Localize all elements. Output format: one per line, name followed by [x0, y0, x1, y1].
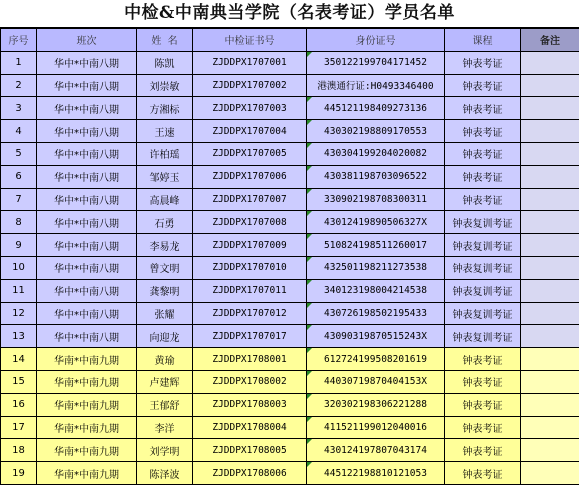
cell-note[interactable] [521, 279, 579, 302]
cell-cert-text: ZJDDPX1708003 [212, 399, 287, 411]
cell-note[interactable] [521, 348, 579, 371]
cell-name-text: 李易龙 [149, 241, 180, 253]
cell-class-text: 华南*中南九期 [54, 355, 119, 367]
cell-id-number-text: 320302198306221288 [324, 399, 427, 411]
cell-cert[interactable] [193, 74, 307, 97]
header-row [1, 29, 579, 52]
cell-seq-text: 15 [12, 376, 25, 388]
cell-course[interactable] [445, 416, 521, 439]
cell-cert[interactable] [193, 120, 307, 143]
cell-cert-text: ZJDDPX1707004 [212, 125, 287, 137]
cell-cert-text: ZJDDPX1707003 [212, 102, 287, 114]
cell-note[interactable] [521, 439, 579, 462]
cell-cert[interactable] [193, 142, 307, 165]
cell-course-text: 钟表考证 [462, 195, 503, 207]
cell-note[interactable] [521, 74, 579, 97]
cell-course-text: 钟表考证 [462, 378, 503, 390]
cell-id-number-text: 430381198703096522 [324, 171, 427, 183]
cell-cert-text: ZJDDPX1707002 [212, 79, 287, 91]
cell-note[interactable] [521, 165, 579, 188]
cell-course-text: 钟表考证 [462, 469, 503, 481]
cell-class[interactable] [37, 120, 137, 143]
cell-class[interactable] [37, 256, 137, 279]
table-row [1, 279, 579, 302]
cell-name[interactable] [137, 97, 193, 120]
cell-seq-text: 6 [15, 171, 22, 183]
table-row [1, 142, 579, 165]
cell-cert-text: ZJDDPX1708002 [212, 376, 287, 388]
cell-course-text: 钟表复训考证 [452, 332, 513, 344]
cell-class[interactable] [37, 142, 137, 165]
cell-seq-text: 7 [15, 193, 22, 205]
cell-note[interactable] [521, 142, 579, 165]
table-row [1, 325, 579, 348]
cell-seq-text: 10 [12, 262, 25, 274]
cell-cert-text: ZJDDPX1707001 [212, 57, 287, 69]
cell-id-number-text: 44030719870404153X [324, 376, 427, 388]
cell-id-number-text: 411521199012040016 [324, 421, 427, 433]
cell-name[interactable] [137, 279, 193, 302]
cell-course-text: 钟表考证 [462, 150, 503, 162]
cell-course-text: 钟表考证 [462, 81, 503, 93]
cell-cert[interactable] [193, 256, 307, 279]
cell-id-number[interactable] [307, 234, 445, 257]
cell-seq[interactable] [1, 74, 37, 97]
cell-id-number-text: 612724199508201619 [324, 353, 427, 365]
cell-class-text: 华中*中南八期 [54, 218, 119, 230]
cell-id-number[interactable] [307, 462, 445, 485]
col-header-seq[interactable]: 序号 [1, 29, 37, 52]
cell-class-text: 华中*中南八期 [54, 332, 119, 344]
cell-id-number[interactable] [307, 211, 445, 234]
cell-note[interactable] [521, 370, 579, 393]
cell-cert-text: ZJDDPX1708004 [212, 421, 287, 433]
cell-seq[interactable] [1, 120, 37, 143]
table-row [1, 462, 579, 485]
cell-class-text: 华中*中南八期 [54, 195, 119, 207]
comment-marker-icon [307, 52, 312, 57]
cell-seq-text: 12 [12, 307, 25, 319]
cell-course[interactable] [445, 439, 521, 462]
cell-cert-text: ZJDDPX1708001 [212, 353, 287, 365]
cell-cert[interactable] [193, 302, 307, 325]
cell-course[interactable] [445, 234, 521, 257]
cell-note[interactable] [521, 416, 579, 439]
cell-name-text: 方湘标 [149, 104, 180, 116]
cell-cert[interactable] [193, 416, 307, 439]
cell-seq[interactable] [1, 348, 37, 371]
comment-marker-icon [307, 325, 312, 330]
cell-id-number-text: 330902198708300311 [324, 193, 427, 205]
cell-name-text: 曾文明 [149, 264, 180, 276]
table-row [1, 256, 579, 279]
cell-id-number-text: 340123198004214538 [324, 285, 427, 297]
cell-seq-text: 11 [12, 285, 25, 297]
cell-seq[interactable] [1, 279, 37, 302]
col-header-id[interactable]: 身份证号 [307, 29, 445, 52]
cell-seq[interactable] [1, 393, 37, 416]
cell-course-text: 钟表复训考证 [452, 218, 513, 230]
cell-cert[interactable] [193, 211, 307, 234]
cell-class[interactable] [37, 348, 137, 371]
cell-class-text: 华中*中南八期 [54, 59, 119, 71]
cell-class[interactable] [37, 188, 137, 211]
cell-name[interactable] [137, 302, 193, 325]
cell-seq[interactable] [1, 97, 37, 120]
table-row [1, 165, 579, 188]
comment-marker-icon [307, 394, 312, 399]
cell-name[interactable] [137, 348, 193, 371]
cell-id-number-text: 510824198511260017 [324, 239, 427, 251]
sheet-title: 中检&中南典当学院（名表考证）学员名单 [0, 0, 579, 28]
cell-note[interactable] [521, 51, 579, 74]
table-row [1, 97, 579, 120]
cell-cert-text: ZJDDPX1707010 [212, 262, 287, 274]
table-row [1, 439, 579, 462]
cell-name-text: 张耀 [154, 309, 175, 321]
cell-seq[interactable] [1, 439, 37, 462]
comment-marker-icon [307, 211, 312, 216]
cell-seq-text: 18 [12, 444, 25, 456]
cell-id-number-text: 445122198810121053 [324, 467, 427, 479]
cell-cert-text: ZJDDPX1707017 [212, 330, 287, 342]
comment-marker-icon [307, 120, 312, 125]
cell-id-number[interactable] [307, 370, 445, 393]
cell-course[interactable] [445, 74, 521, 97]
cell-course[interactable] [445, 462, 521, 485]
cell-course-text: 钟表考证 [462, 446, 503, 458]
cell-class[interactable] [37, 416, 137, 439]
cell-class-text: 华南*中南九期 [54, 401, 119, 413]
cell-course[interactable] [445, 165, 521, 188]
cell-name[interactable] [137, 165, 193, 188]
cell-class-text: 华南*中南九期 [54, 446, 119, 458]
cell-name[interactable] [137, 142, 193, 165]
cell-cert[interactable] [193, 439, 307, 462]
cell-name-text: 王速 [154, 127, 175, 139]
cell-id-number[interactable] [307, 348, 445, 371]
cell-class[interactable] [37, 234, 137, 257]
cell-cert[interactable] [193, 51, 307, 74]
cell-id-number-text: 430124197807043174 [324, 444, 427, 456]
cell-name-text: 许柏瑶 [149, 150, 180, 162]
cell-course[interactable] [445, 142, 521, 165]
comment-marker-icon [307, 143, 312, 148]
cell-id-number[interactable] [307, 256, 445, 279]
cell-course[interactable] [445, 348, 521, 371]
cell-id-number[interactable] [307, 165, 445, 188]
cell-id-number[interactable] [307, 439, 445, 462]
comment-marker-icon [307, 189, 312, 194]
cell-name-text: 高晨峰 [149, 195, 180, 207]
cell-cert[interactable] [193, 325, 307, 348]
cell-name[interactable] [137, 211, 193, 234]
cell-class-text: 华南*中南九期 [54, 469, 119, 481]
cell-name-text: 李洋 [154, 423, 175, 435]
comment-marker-icon [307, 234, 312, 239]
cell-id-number[interactable] [307, 74, 445, 97]
cell-class[interactable] [37, 211, 137, 234]
cell-seq-text: 8 [15, 216, 22, 228]
cell-id-number[interactable] [307, 279, 445, 302]
cell-course-text: 钟表复训考证 [452, 241, 513, 253]
roster-body [1, 51, 579, 484]
cell-name-text: 刘学明 [149, 446, 180, 458]
cell-seq[interactable] [1, 370, 37, 393]
table-row [1, 302, 579, 325]
cell-course[interactable] [445, 393, 521, 416]
cell-note[interactable] [521, 188, 579, 211]
cell-cert-text: ZJDDPX1707012 [212, 307, 287, 319]
cell-course[interactable] [445, 211, 521, 234]
cell-course-text: 钟表复训考证 [452, 309, 513, 321]
cell-name-text: 石勇 [154, 218, 175, 230]
table-row [1, 120, 579, 143]
col-header-course[interactable]: 课程 [445, 29, 521, 52]
cell-name-text: 卢建辉 [149, 378, 180, 390]
cell-class-text: 华中*中南八期 [54, 150, 119, 162]
cell-note[interactable] [521, 302, 579, 325]
cell-id-number-text: 445121198409273136 [324, 102, 427, 114]
cell-seq[interactable] [1, 462, 37, 485]
cell-seq[interactable] [1, 211, 37, 234]
cell-cert[interactable] [193, 188, 307, 211]
cell-note[interactable] [521, 211, 579, 234]
col-header-name[interactable]: 姓 名 [137, 29, 193, 52]
cell-id-number[interactable] [307, 302, 445, 325]
cell-seq[interactable] [1, 302, 37, 325]
cell-class[interactable] [37, 325, 137, 348]
cell-cert-text: ZJDDPX1707007 [212, 193, 287, 205]
cell-cert[interactable] [193, 462, 307, 485]
cell-note[interactable] [521, 120, 579, 143]
cell-cert[interactable] [193, 348, 307, 371]
cell-course-text: 钟表复训考证 [452, 287, 513, 299]
cell-class[interactable] [37, 279, 137, 302]
comment-marker-icon [307, 257, 312, 262]
cell-class-text: 华中*中南八期 [54, 264, 119, 276]
cell-cert-text: ZJDDPX1708005 [212, 444, 287, 456]
cell-cert[interactable] [193, 97, 307, 120]
cell-course[interactable] [445, 256, 521, 279]
cell-cert-text: ZJDDPX1708006 [212, 467, 287, 479]
cell-name[interactable] [137, 370, 193, 393]
cell-class[interactable] [37, 97, 137, 120]
cell-class[interactable] [37, 74, 137, 97]
cell-class[interactable] [37, 51, 137, 74]
cell-id-number[interactable] [307, 97, 445, 120]
comment-marker-icon [307, 303, 312, 308]
cell-cert[interactable] [193, 279, 307, 302]
cell-course[interactable] [445, 188, 521, 211]
cell-class-text: 华中*中南八期 [54, 287, 119, 299]
cell-name[interactable] [137, 439, 193, 462]
cell-id-number[interactable] [307, 142, 445, 165]
cell-cert-text: ZJDDPX1707005 [212, 148, 287, 160]
cell-class-text: 华南*中南九期 [54, 378, 119, 390]
table-row [1, 393, 579, 416]
cell-id-number-text: 港澳通行证:H0493346400 [317, 81, 434, 93]
table-row [1, 51, 579, 74]
cell-id-number[interactable] [307, 393, 445, 416]
cell-class[interactable] [37, 165, 137, 188]
cell-id-number-text: 43090319870515243X [324, 330, 427, 342]
cell-class-text: 华中*中南八期 [54, 309, 119, 321]
cell-name[interactable] [137, 416, 193, 439]
cell-id-number-text: 350122199704171452 [324, 57, 427, 69]
cell-course-text: 钟表考证 [462, 127, 503, 139]
cell-name[interactable] [137, 325, 193, 348]
cell-seq-text: 3 [15, 102, 22, 114]
cell-course[interactable] [445, 120, 521, 143]
cell-class-text: 华中*中南八期 [54, 104, 119, 116]
col-header-class[interactable]: 班次 [37, 29, 137, 52]
cell-seq-text: 5 [15, 148, 22, 160]
comment-marker-icon [307, 371, 312, 376]
cell-course[interactable] [445, 370, 521, 393]
cell-name-text: 陈凯 [154, 59, 175, 71]
cell-cert-text: ZJDDPX1707009 [212, 239, 287, 251]
cell-name-text: 刘崇敏 [149, 81, 180, 93]
cell-seq-text: 14 [12, 353, 25, 365]
cell-course-text: 钟表考证 [462, 423, 503, 435]
cell-cert-text: ZJDDPX1707008 [212, 216, 287, 228]
cell-course-text: 钟表复训考证 [452, 264, 513, 276]
cell-cert[interactable] [193, 393, 307, 416]
cell-id-number[interactable] [307, 416, 445, 439]
cell-seq[interactable] [1, 416, 37, 439]
col-header-cert[interactable]: 中检证书号 [193, 29, 307, 52]
cell-seq[interactable] [1, 165, 37, 188]
cell-cert[interactable] [193, 370, 307, 393]
cell-class-text: 华中*中南八期 [54, 173, 119, 185]
table-row [1, 188, 579, 211]
cell-course[interactable] [445, 279, 521, 302]
cell-seq[interactable] [1, 256, 37, 279]
cell-seq-text: 1 [15, 57, 22, 69]
cell-name-text: 黄瑜 [154, 355, 175, 367]
cell-class[interactable] [37, 302, 137, 325]
cell-course-text: 钟表考证 [462, 104, 503, 116]
cell-cert[interactable] [193, 234, 307, 257]
cell-id-number[interactable] [307, 51, 445, 74]
cell-seq-text: 4 [15, 125, 22, 137]
cell-course[interactable] [445, 302, 521, 325]
cell-id-number-text: 430304199204020082 [324, 148, 427, 160]
cell-course-text: 钟表考证 [462, 355, 503, 367]
cell-course-text: 钟表考证 [462, 173, 503, 185]
table-row [1, 74, 579, 97]
cell-note[interactable] [521, 97, 579, 120]
cell-id-number[interactable] [307, 188, 445, 211]
cell-class-text: 华中*中南八期 [54, 241, 119, 253]
cell-seq[interactable] [1, 51, 37, 74]
cell-id-number-text: 43012419890506327X [324, 216, 427, 228]
cell-name-text: 陈泽波 [149, 469, 180, 481]
cell-name[interactable] [137, 188, 193, 211]
cell-seq-text: 13 [12, 330, 25, 342]
cell-name[interactable] [137, 393, 193, 416]
cell-id-number-text: 432501198211273538 [324, 262, 427, 274]
cell-note[interactable] [521, 234, 579, 257]
cell-course[interactable] [445, 97, 521, 120]
cell-name-text: 向迎龙 [149, 332, 180, 344]
cell-seq-text: 16 [12, 399, 25, 411]
cell-class[interactable] [37, 439, 137, 462]
cell-seq[interactable] [1, 188, 37, 211]
col-header-note[interactable]: 备注 [521, 29, 579, 52]
cell-class[interactable] [37, 393, 137, 416]
table-row [1, 234, 579, 257]
cell-seq-text: 19 [12, 467, 25, 479]
cell-note[interactable] [521, 462, 579, 485]
cell-course-text: 钟表考证 [462, 59, 503, 71]
cell-note[interactable] [521, 256, 579, 279]
cell-name[interactable] [137, 120, 193, 143]
cell-seq[interactable] [1, 142, 37, 165]
cell-name-text: 龚黎明 [149, 287, 180, 299]
comment-marker-icon [307, 97, 312, 102]
cell-name-text: 王郁舒 [149, 401, 180, 413]
cell-class-text: 华中*中南八期 [54, 81, 119, 93]
cell-cert[interactable] [193, 165, 307, 188]
table-row [1, 416, 579, 439]
comment-marker-icon [307, 417, 312, 422]
cell-seq-text: 9 [15, 239, 22, 251]
cell-note[interactable] [521, 393, 579, 416]
cell-course-text: 钟表考证 [462, 401, 503, 413]
comment-marker-icon [307, 166, 312, 171]
table-row [1, 370, 579, 393]
cell-course[interactable] [445, 51, 521, 74]
cell-seq[interactable] [1, 325, 37, 348]
cell-seq[interactable] [1, 234, 37, 257]
table-row [1, 211, 579, 234]
cell-name[interactable] [137, 234, 193, 257]
cell-class-text: 华中*中南八期 [54, 127, 119, 139]
cell-id-number[interactable] [307, 120, 445, 143]
cell-class[interactable] [37, 370, 137, 393]
cell-course[interactable] [445, 325, 521, 348]
table-row [1, 348, 579, 371]
comment-marker-icon [307, 439, 312, 444]
cell-seq-text: 17 [12, 421, 25, 433]
cell-seq-text: 2 [15, 79, 22, 91]
cell-name[interactable] [137, 74, 193, 97]
cell-name[interactable] [137, 256, 193, 279]
comment-marker-icon [307, 462, 312, 467]
cell-class[interactable] [37, 462, 137, 485]
cell-name[interactable] [137, 51, 193, 74]
cell-id-number-text: 430726198502195433 [324, 307, 427, 319]
cell-note[interactable] [521, 325, 579, 348]
cell-id-number[interactable] [307, 325, 445, 348]
cell-class-text: 华南*中南九期 [54, 423, 119, 435]
cell-name-text: 邹婷玉 [149, 173, 180, 185]
cell-cert-text: ZJDDPX1707011 [212, 285, 287, 297]
cell-cert-text: ZJDDPX1707006 [212, 171, 287, 183]
roster-table [0, 28, 579, 485]
comment-marker-icon [307, 348, 312, 353]
comment-marker-icon [307, 280, 312, 285]
cell-id-number-text: 430302198809170553 [324, 125, 427, 137]
cell-name[interactable] [137, 462, 193, 485]
